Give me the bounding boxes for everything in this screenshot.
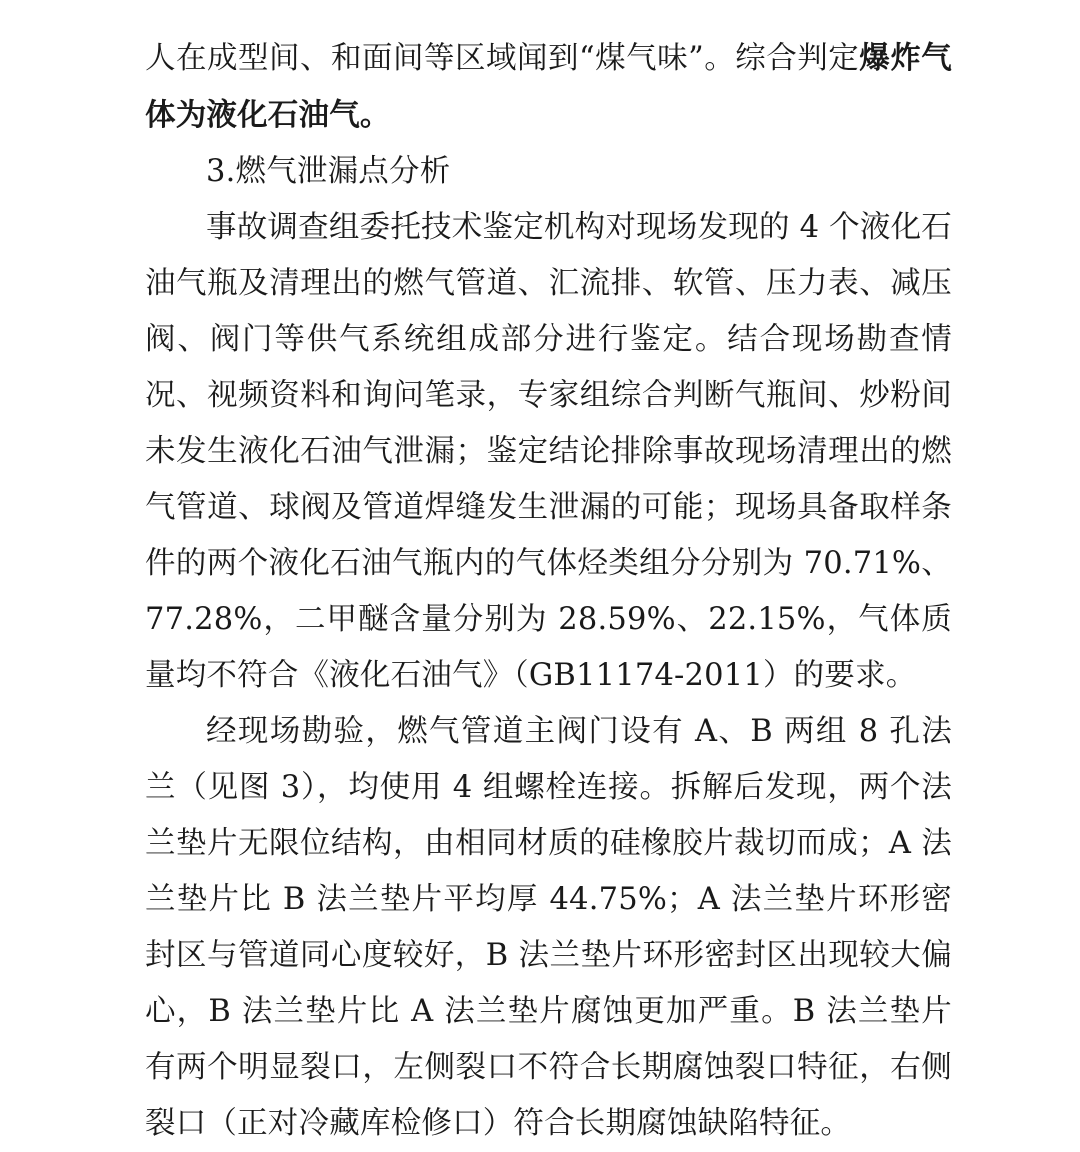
paragraph-body-2: [145, 704, 952, 1152]
text-run-bold: 爆炸气体为液化石油气。: [145, 40, 953, 133]
document-body: [145, 30, 952, 1152]
text-run: 人在成型间、和面间等区域闻到“煤气味”。综合判定: [145, 41, 860, 76]
text-run: 事故调查组委托技术鉴定机构对现场发现的 4 个液化石油气瓶及清理出的燃气管道、汇流排、软管、压力表、减压阀、阀门等供气系统组成部分进行鉴定。结合现场勘查情况、视频资料和询问笔录，专家组综合判断气瓶间、炒粉间未发生液化石油气泄漏；鉴定结论排除事故现场清理出的燃气管道、球阀及管道焊缝发生泄漏的可能；现场具备取样条件的两个液化石油气瓶内的气体烃类组分分别为 70.71%、77.28%，二甲醚含量分别为 28.59%、22.15%，气体质量均不符合《液化石油气》（GB11174-2011）的要求。: [145, 210, 952, 693]
paragraph-body-1: [145, 200, 952, 704]
text-run: 经现场勘验，燃气管道主阀门设有 A、B 两组 8 孔法兰（见图 3），均使用 4 组螺栓连接。拆解后发现，两个法兰垫片无限位结构，由相同材质的硅橡胶片裁切而成；A 法兰垫片比 B 法兰垫片平均厚 44.75%；A 法兰垫片环形密封区与管道同心度较好，B 法兰垫片环形密封区出现较大偏心，B 法兰垫片比 A 法兰垫片腐蚀更加严重。B 法兰垫片有两个明显裂口，左侧裂口不符合长期腐蚀裂口特征，右侧裂口（正对冷藏库检修口）符合长期腐蚀缺陷特征。: [145, 714, 952, 1141]
paragraph-heading-3: [145, 144, 952, 200]
text-run: 3.燃气泄漏点分析: [206, 154, 451, 189]
paragraph-continuation: [145, 30, 952, 144]
